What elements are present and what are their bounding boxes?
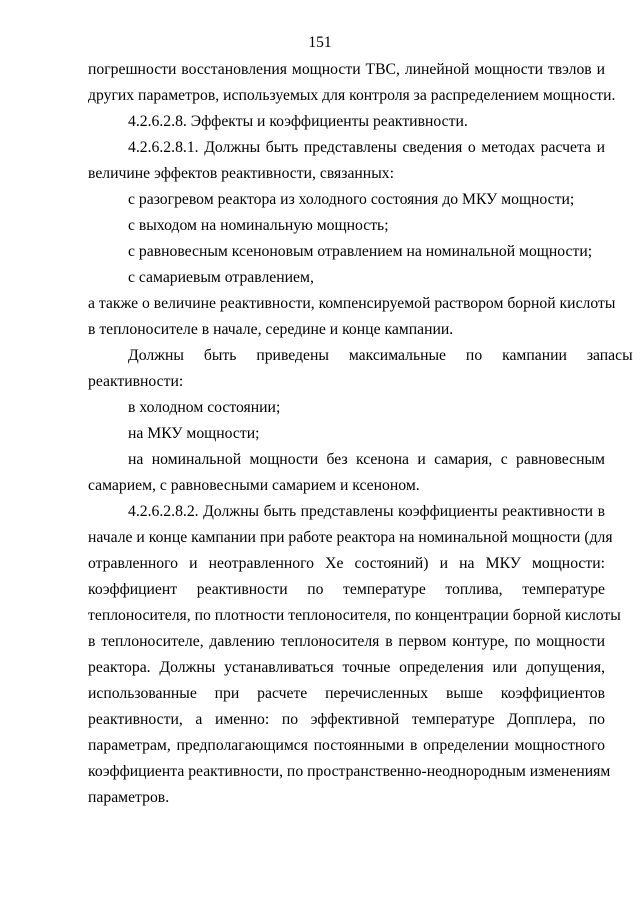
text-line: погрешности восстановления мощности ТВС, линейной мощности твэлов и [88, 61, 605, 78]
text-line: параметрам, предполагающимся постоянными в определении мощностного [88, 737, 605, 754]
text-line: 4.2.6.2.8.1. Должны быть представлены сведения о методах расчета и [128, 139, 605, 156]
page-number: 151 [308, 34, 332, 51]
text-line: отравленного и неотравленного Хе состояний) и на МКУ мощности: [88, 555, 605, 572]
list-item: на МКУ мощности; [128, 425, 260, 442]
list-item: с самариевым отравлением, [128, 269, 314, 286]
text-line: 4.2.6.2.8.2. Должны быть представлены коэффициенты реактивности в [128, 503, 605, 520]
text-line: теплоносителя, по плотности теплоносителя, по концентрации борной кислоты [88, 607, 621, 624]
text-line: параметров. [88, 789, 170, 806]
section-heading: 4.2.6.2.8. Эффекты и коэффициенты реактивности. [128, 113, 468, 130]
text-line: коэффициента реактивности, по пространственно-неоднородным изменениям [88, 763, 611, 780]
text-line: в теплоносителе в начале, середине и конце кампании. [88, 321, 454, 338]
text-line: самарием, с равновесными самарием и ксеноном. [88, 477, 420, 494]
text-line: реактивности: [88, 373, 184, 390]
text-line: Должны быть приведены максимальные по кампании запасы [128, 347, 633, 364]
text-line: реактивности, а именно: по эффективной температуре Допплера, по [88, 711, 605, 728]
text-line: начале и конце кампании при работе реактора на номинальной мощности (для [88, 529, 613, 546]
text-line: использованные при расчете перечисленных выше коэффициентов [88, 685, 605, 702]
text-line: в теплоносителе, давлению теплоносителя в первом контуре, по мощности [88, 633, 605, 650]
text-line: а также о величине реактивности, компенсируемой раствором борной кислоты [88, 295, 616, 312]
list-item: с выходом на номинальную мощность; [128, 217, 389, 234]
text-line: реактора. Должны устанавливаться точные определения или допущения, [88, 659, 605, 676]
list-item: на номинальной мощности без ксенона и самария, с равновесным [128, 451, 605, 468]
text-line: величине эффектов реактивности, связанных: [88, 165, 394, 182]
text-line: других параметров, используемых для контроля за распределением мощности. [88, 87, 616, 104]
list-item: с равновесным ксеноновым отравлением на номинальной мощности; [128, 243, 593, 260]
list-item: в холодном состоянии; [128, 399, 281, 416]
text-line: коэффициент реактивности по температуре топлива, температуре [88, 581, 605, 598]
list-item: с разогревом реактора из холодного состояния до МКУ мощности; [128, 191, 575, 208]
